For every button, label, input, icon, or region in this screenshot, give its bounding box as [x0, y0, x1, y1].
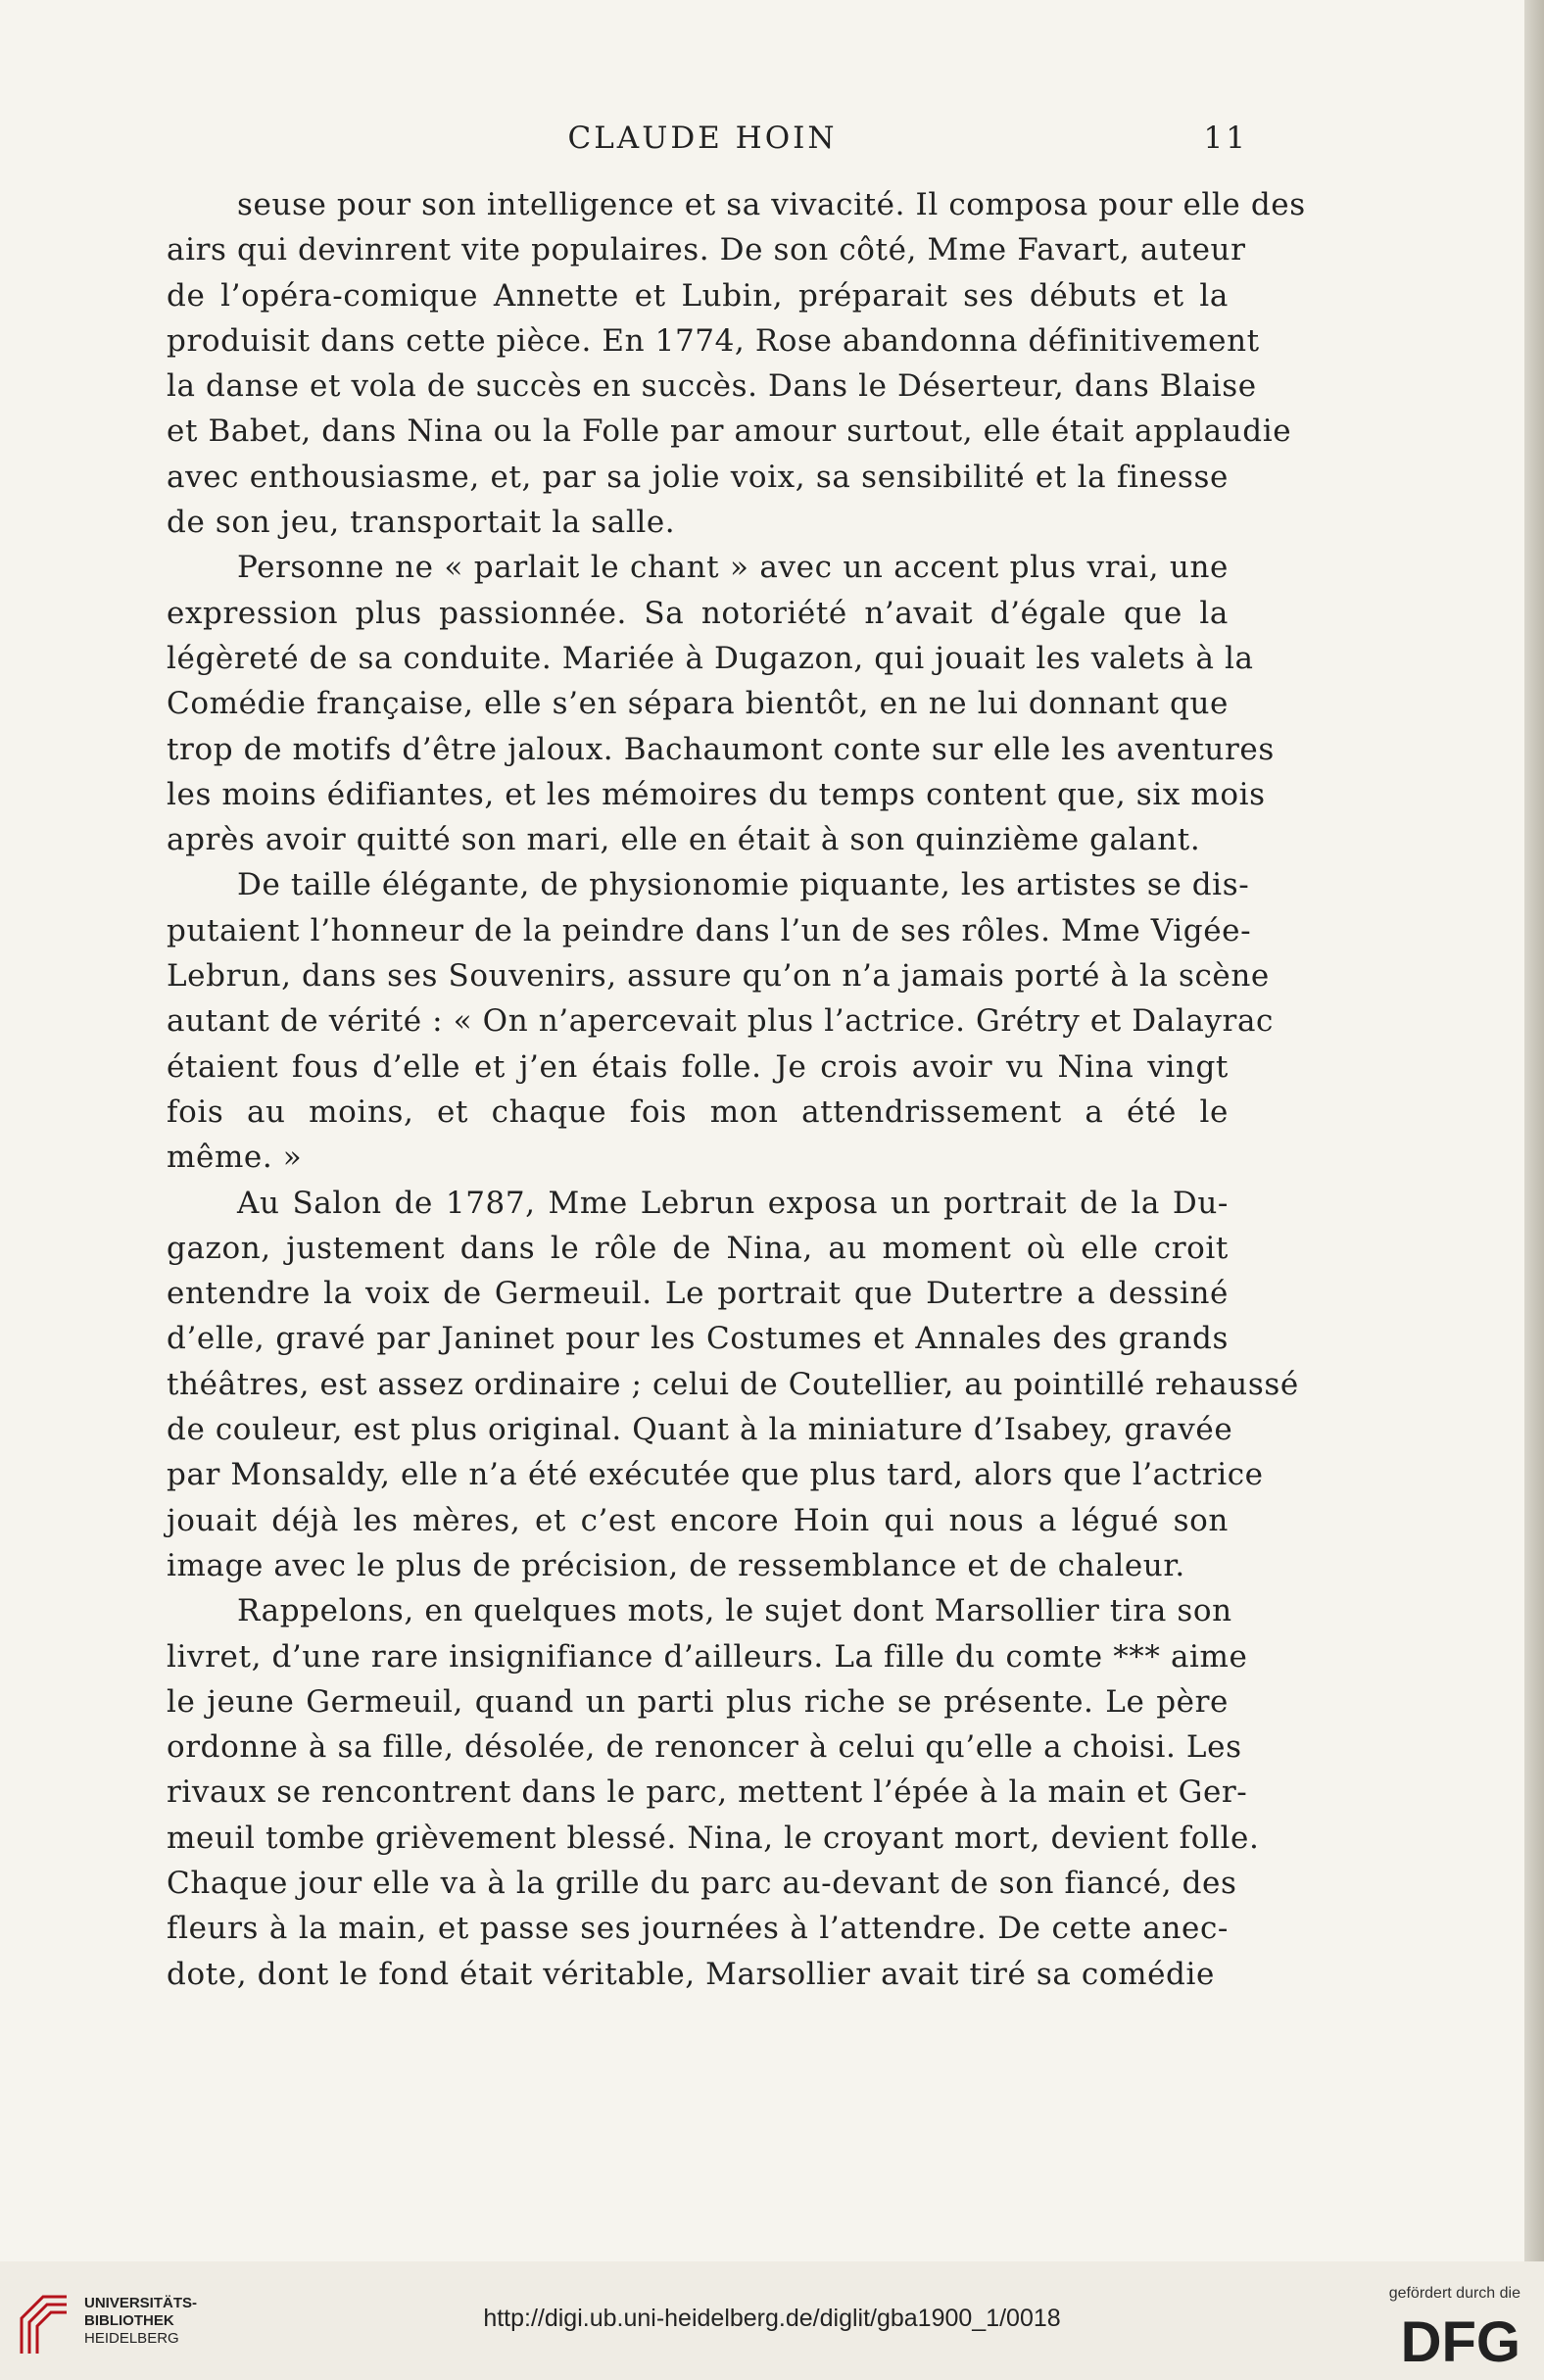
- text-line: jouait déjà les mères, et c’est encore Hoin qui nous a légué son: [167, 1502, 1229, 1538]
- text-line: théâtres, est assez ordinaire ; celui de Coutellier, au pointillé rehaussé: [167, 1366, 1299, 1402]
- text-line: image avec le plus de précision, de ressemblance et de chaleur.: [167, 1547, 1185, 1583]
- text-line: livret, d’une rare insignifiance d’ailleurs. La fille du comte *** aime: [167, 1638, 1248, 1675]
- text-line: d’elle, gravé par Janinet pour les Costumes et Annales des grands: [167, 1321, 1229, 1357]
- page-number: 11: [1203, 121, 1248, 156]
- text-line: entendre la voix de Germeuil. Le portrait que Dutertre a dessiné: [167, 1276, 1229, 1312]
- paragraph: [167, 182, 1306, 545]
- text-line: fois au moins, et chaque fois mon attendrissement a été le: [167, 1093, 1229, 1130]
- running-title: CLAUDE HOIN: [567, 121, 838, 156]
- text-line: Lebrun, dans ses Souvenirs, assure qu’on n’a jamais porté à la scène: [167, 958, 1270, 995]
- dfg-logo-text: DFG: [1400, 2310, 1520, 2367]
- text-line: de l’opéra-comique Annette et Lubin, préparait ses débuts et la: [167, 277, 1229, 314]
- paragraph: [167, 545, 1275, 862]
- text-line: meuil tombe grièvement blessé. Nina, le croyant mort, devient folle.: [167, 1820, 1260, 1856]
- text-line: gazon, justement dans le rôle de Nina, au moment où elle croit: [167, 1230, 1229, 1266]
- running-head: [167, 121, 1248, 170]
- text-line: de son jeu, transportait la salle.: [167, 505, 676, 541]
- text-line: Chaque jour elle va à la grille du parc au-devant de son fiancé, des: [167, 1865, 1237, 1901]
- text-line: légèreté de sa conduite. Mariée à Dugazon, qui jouait les valets à la: [167, 640, 1254, 676]
- text-line: Personne ne « parlait le chant » avec un accent plus vrai, une: [237, 550, 1229, 586]
- text-line: les moins édifiantes, et les mémoires du temps content que, six mois: [167, 776, 1266, 812]
- text-line: putaient l’honneur de la peindre dans l’un de ses rôles. Mme Vigée-: [167, 912, 1252, 948]
- paragraph: [167, 1588, 1260, 1997]
- library-name-line: UNIVERSITÄTS-: [84, 2295, 198, 2311]
- text-line: fleurs à la main, et passe ses journées à l’attendre. De cette anec-: [167, 1911, 1229, 1947]
- library-name-line: HEIDELBERG: [84, 2330, 179, 2347]
- text-line: Rappelons, en quelques mots, le sujet dont Marsollier tira son: [237, 1593, 1232, 1629]
- library-name-line: BIBLIOTHEK: [84, 2312, 174, 2329]
- viewer-footer: [0, 2261, 1544, 2380]
- dfg-logo-icon: [1366, 2308, 1522, 2367]
- text-line: Au Salon de 1787, Mme Lebrun exposa un portrait de la Du-: [237, 1185, 1229, 1221]
- page-edge: [1524, 0, 1544, 2261]
- text-line: étaient fous d’elle et j’en étais folle. Je crois avoir vu Nina vingt: [167, 1048, 1229, 1085]
- text-line: dote, dont le fond était véritable, Marsollier avait tiré sa comédie: [167, 1956, 1215, 1992]
- text-line: produisit dans cette pièce. En 1774, Rose abandonna définitivement: [167, 322, 1260, 359]
- text-line: même. »: [167, 1140, 303, 1176]
- paragraph: [167, 1181, 1299, 1589]
- text-line: après avoir quitté son mari, elle en était à son quinzième galant.: [167, 822, 1201, 858]
- text-line: rivaux se rencontrent dans le parc, mettent l’épée à la main et Ger-: [167, 1774, 1248, 1811]
- text-line: Comédie française, elle s’en sépara bientôt, en ne lui donnant que: [167, 686, 1229, 722]
- text-line: le jeune Germeuil, quand un parti plus riche se présente. Le père: [167, 1683, 1229, 1720]
- text-line: et Babet, dans Nina ou la Folle par amour surtout, elle était applaudie: [167, 413, 1292, 450]
- paragraph: [167, 862, 1274, 1180]
- text-line: de couleur, est plus original. Quant à la miniature d’Isabey, gravée: [167, 1412, 1233, 1448]
- text-line: avec enthousiasme, et, par sa jolie voix, sa sensibilité et la finesse: [167, 459, 1229, 495]
- text-line: expression plus passionnée. Sa notoriété n’avait d’égale que la: [167, 595, 1229, 631]
- document-url-link[interactable]: http://digi.ub.uni-heidelberg.de/diglit/gba1900_1/0018: [483, 2305, 1061, 2332]
- text-line: la danse et vola de succès en succès. Dans le Déserteur, dans Blaise: [167, 368, 1257, 405]
- text-line: par Monsaldy, elle n’a été exécutée que plus tard, alors que l’actrice: [167, 1457, 1264, 1493]
- text-line: ordonne à sa fille, désolée, de renoncer à celui qu’elle a choisi. Les: [167, 1729, 1242, 1766]
- text-line: seuse pour son intelligence et sa vivacité. Il composa pour elle des: [237, 187, 1306, 222]
- text-line: De taille élégante, de physionomie piquante, les artistes se dis-: [237, 867, 1250, 903]
- body-text: [167, 182, 1306, 1997]
- text-line: airs qui devinrent vite populaires. De son côté, Mme Favart, auteur: [167, 232, 1246, 268]
- text-line: trop de motifs d’être jaloux. Bachaumont conte sur elle les aventures: [167, 731, 1275, 767]
- text-line: autant de vérité : « On n’apercevait plus l’actrice. Grétry et Dalayrac: [167, 1003, 1274, 1040]
- funding-caption: gefördert durch die: [1388, 2285, 1520, 2302]
